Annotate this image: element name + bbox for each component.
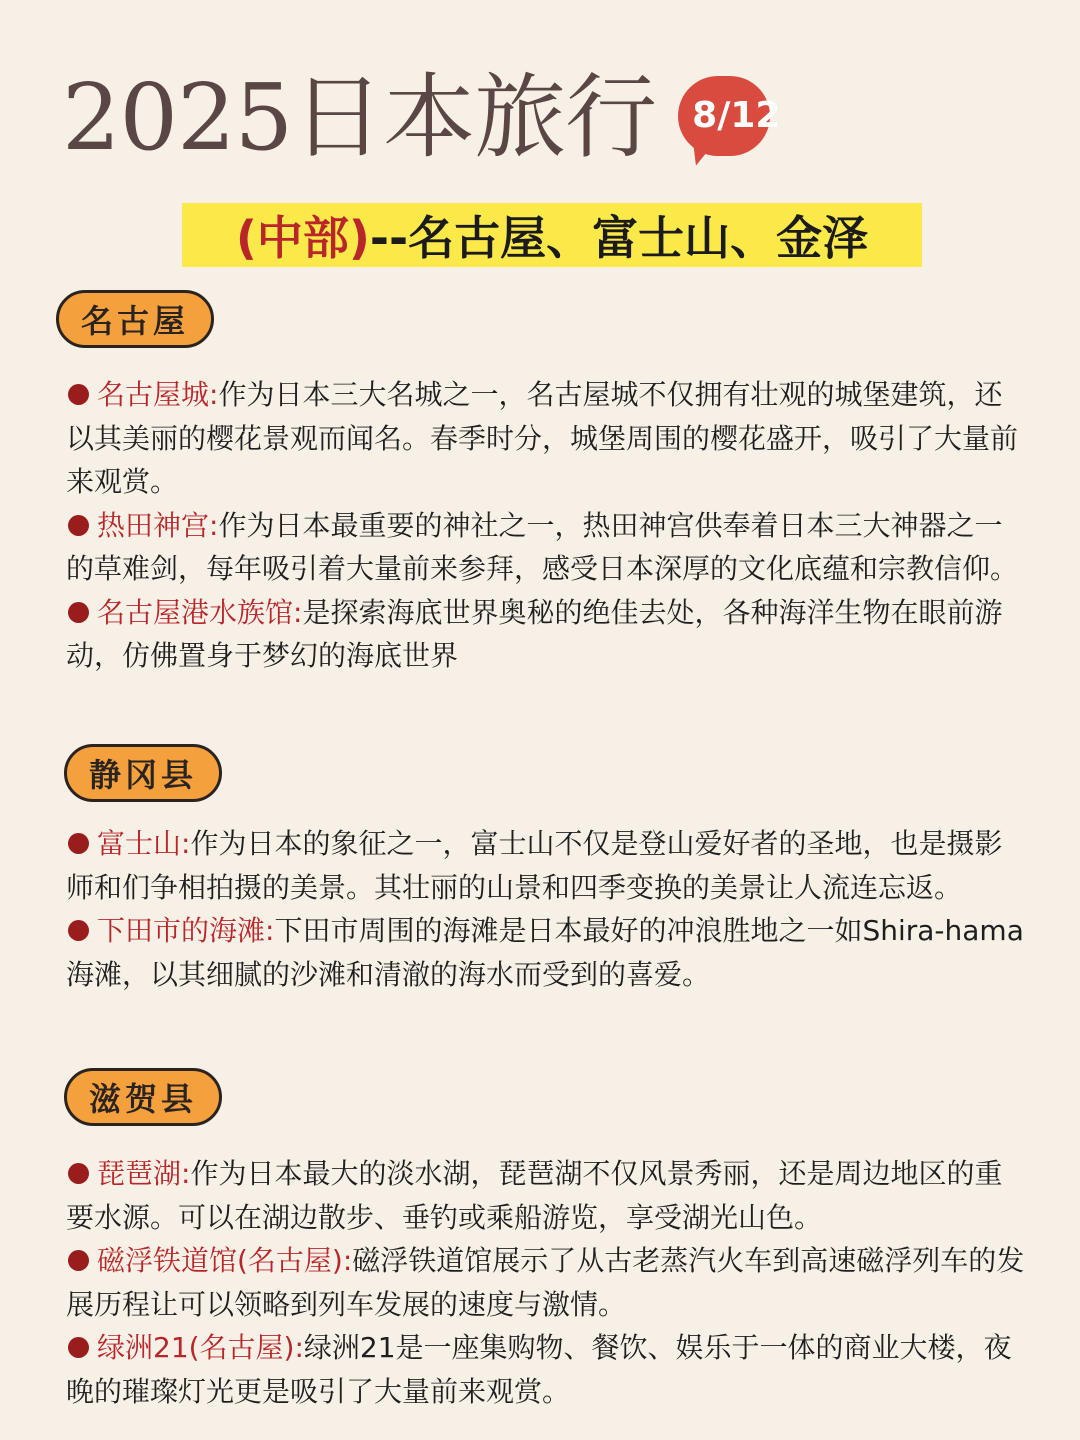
place-description: 是探索海底世界奥秘的绝佳去处，各种海洋生物在眼前游动，仿佛置身于梦幻的海底世界 [66, 595, 1003, 672]
section-body-nagoya [66, 373, 1026, 678]
section-tag-shizuoka [64, 744, 222, 802]
section-tag-shiga [64, 1068, 222, 1126]
list-item [66, 1326, 1026, 1413]
place-name: 热田神宫: [97, 508, 219, 542]
place-description: 绿洲21是一座集购物、餐饮、娱乐于一体的商业大楼，夜晚的璀璨灯光更是吸引了大量前来观赏。 [66, 1331, 1012, 1408]
section-body-shiga [66, 1152, 1026, 1413]
section-tag-nagoya [56, 290, 214, 348]
page-badge [678, 76, 781, 168]
page-number: 8/12 [692, 95, 781, 136]
bullet-dot-icon [68, 1337, 89, 1358]
place-name: 琵琶湖: [97, 1157, 191, 1190]
list-item [66, 1152, 1026, 1239]
bullet-dot-icon [68, 1250, 89, 1271]
place-name: 富士山: [97, 827, 191, 860]
section-tag-label: 静冈县 [89, 756, 198, 794]
place-description: 磁浮铁道馆展示了从古老蒸汽火车到高速磁浮列车的发展历程让可以领略到列车发展的速度与激情。 [66, 1244, 1025, 1321]
place-description: 作为日本最大的淡水湖，琵琶湖不仅风景秀丽，还是周边地区的重要水源。可以在湖边散步、垂钓或乘船游览，享受湖光山色。 [66, 1157, 1003, 1234]
page-title: 2025日本旅行 [62, 64, 657, 171]
title-row [62, 58, 781, 178]
subtitle-cities: --名古屋、富士山、金泽 [369, 211, 869, 265]
bullet-dot-icon [68, 920, 89, 941]
list-item [66, 504, 1026, 591]
bullet-dot-icon [68, 1163, 89, 1184]
place-description: 作为日本最重要的神社之一，热田神宫供奉着日本三大神器之一的草难剑，每年吸引着大量前来参拜，感受日本深厚的文化底蕴和宗教信仰。 [66, 508, 1019, 585]
bullet-dot-icon [68, 384, 89, 405]
bullet-dot-icon [68, 602, 89, 623]
list-item [66, 591, 1026, 678]
place-description: 作为日本三大名城之一，名古屋城不仅拥有壮观的城堡建筑，还以其美丽的樱花景观而闻名。春季时分，城堡周围的樱花盛开，吸引了大量前来观赏。 [66, 378, 1019, 498]
list-item [66, 822, 1026, 909]
bullet-dot-icon [68, 515, 89, 536]
list-item [66, 1239, 1026, 1326]
subtitle-banner [182, 203, 922, 267]
section-tag-label: 名古屋 [81, 302, 190, 340]
section-tag-label: 滋贺县 [89, 1080, 198, 1118]
place-description: 下田市周围的海滩是日本最好的冲浪胜地之一如Shira-hama海滩，以其细腻的沙滩和清澈的海水而受到的喜爱。 [66, 914, 1024, 991]
place-name: 绿洲21(名古屋): [97, 1331, 304, 1364]
place-name: 磁浮铁道馆(名古屋): [97, 1244, 353, 1277]
place-name: 名古屋港水族馆: [97, 595, 303, 629]
bullet-dot-icon [68, 833, 89, 854]
list-item [66, 373, 1026, 504]
subtitle-region: (中部) [235, 211, 370, 265]
list-item [66, 909, 1026, 996]
section-body-shizuoka [66, 822, 1026, 996]
place-name: 名古屋城: [97, 378, 219, 411]
place-name: 下田市的海滩: [97, 914, 275, 947]
place-description: 作为日本的象征之一，富士山不仅是登山爱好者的圣地，也是摄影师和们争相拍摄的美景。其壮丽的山景和四季变换的美景让人流连忘返。 [66, 827, 1003, 904]
